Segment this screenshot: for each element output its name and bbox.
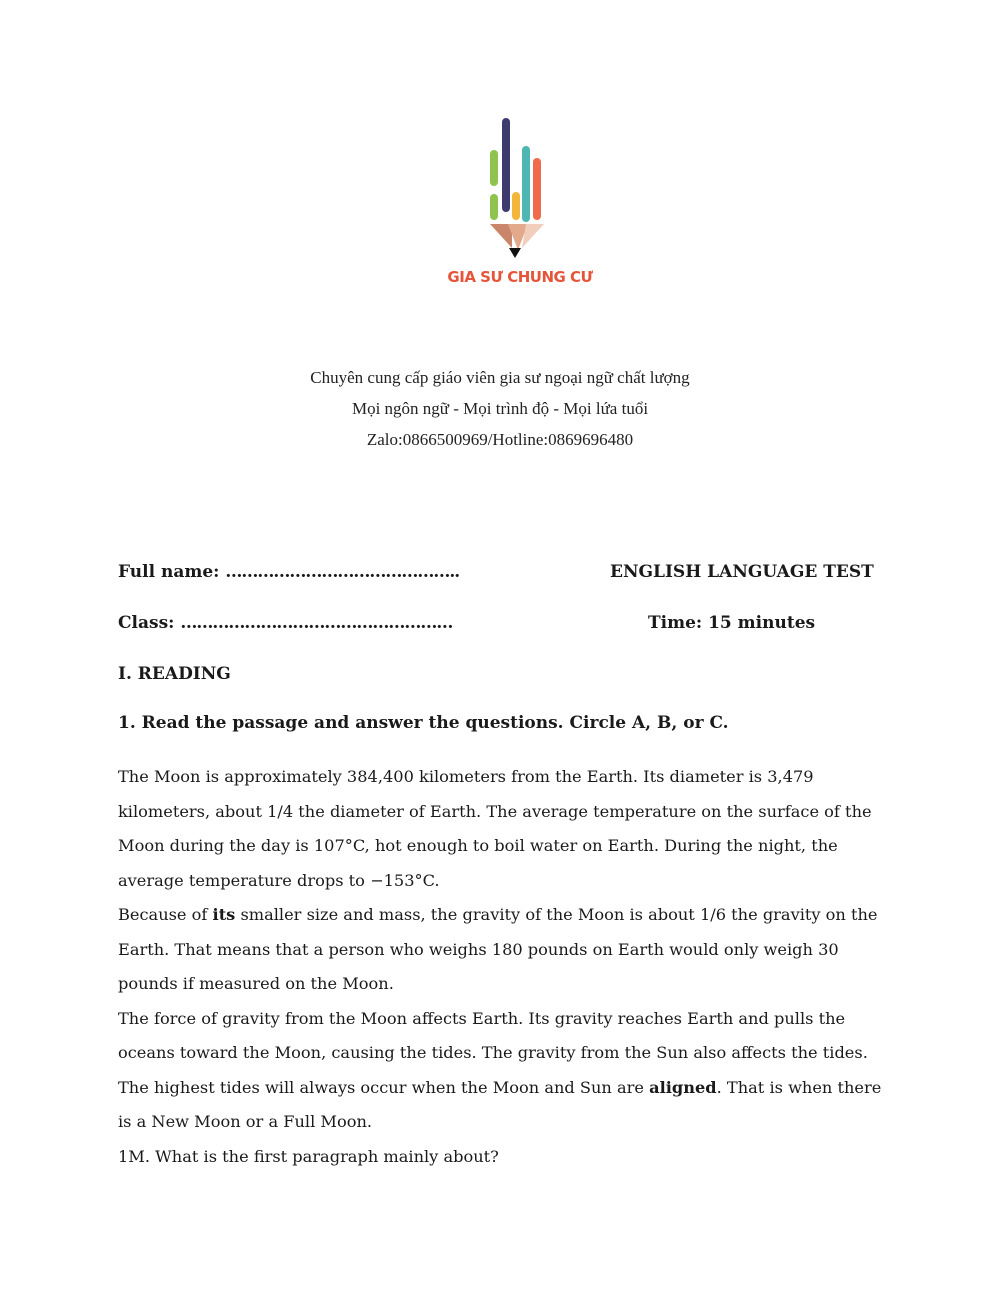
logo-brand-text: GIA SƯ CHUNG CƯ — [447, 268, 593, 286]
tagline-levels: Mọi ngôn ngữ - Mọi trình độ - Mọi lứa tuổi — [351, 399, 649, 418]
bold-word-aligned: aligned — [649, 1077, 717, 1097]
contact-info: Zalo:0866500969/Hotline:0869696480 — [366, 430, 634, 449]
time-limit: Time: 15 minutes — [648, 613, 816, 633]
passage-paragraph-2: Because of its smaller size and mass, the gravity of the Moon is about 1/6 the gravity on the Earth. That means that a person who weighs 180 pounds on Earth would only weigh 30 pounds if measured on the Moon. — [118, 905, 878, 993]
question-1m: 1M. What is the first paragraph mainly about? — [118, 1146, 499, 1166]
reading-passage — [118, 760, 898, 1174]
passage-paragraph-3: The force of gravity from the Moon affects Earth. Its gravity reaches Earth and pulls the oceans toward the Moon, causing the tides. The gravity from the Sun also affects the tides. The highest tides will always occur when the Moon and Sun are aligned. That is when there is a New Moon or a Full Moon. — [118, 1008, 882, 1131]
section-instruction: 1. Read the passage and answer the questions. Circle A, B, or C. — [118, 713, 729, 733]
full-name-field — [118, 562, 459, 582]
logo-lead — [509, 248, 521, 258]
section-heading: I. READING — [118, 664, 231, 684]
bold-word-its: its — [212, 905, 236, 924]
logo — [440, 112, 600, 297]
class-blank: …………………………………………… — [180, 613, 453, 633]
logo-tip-dark — [490, 224, 512, 248]
full-name-label: Full name: — [118, 562, 220, 582]
class-label: Class: — [118, 613, 175, 633]
tagline-services: Chuyên cung cấp giáo viên gia sư ngoại ngữ chất lượng — [310, 368, 690, 387]
class-field — [118, 613, 452, 633]
test-title: ENGLISH LANGUAGE TEST — [610, 562, 874, 582]
passage-paragraph-1: The Moon is approximately 384,400 kilometers from the Earth. Its diameter is 3,479 kilometers, about 1/4 the diameter of Earth. The average temperature on the surface of the Moon during the day is 107°C, hot enough to boil water on Earth. During the night, the average temperature drops to −153°C. — [118, 767, 872, 890]
full-name-blank: …………………………………….. — [225, 562, 460, 582]
pencil-logo-icon — [440, 112, 600, 262]
